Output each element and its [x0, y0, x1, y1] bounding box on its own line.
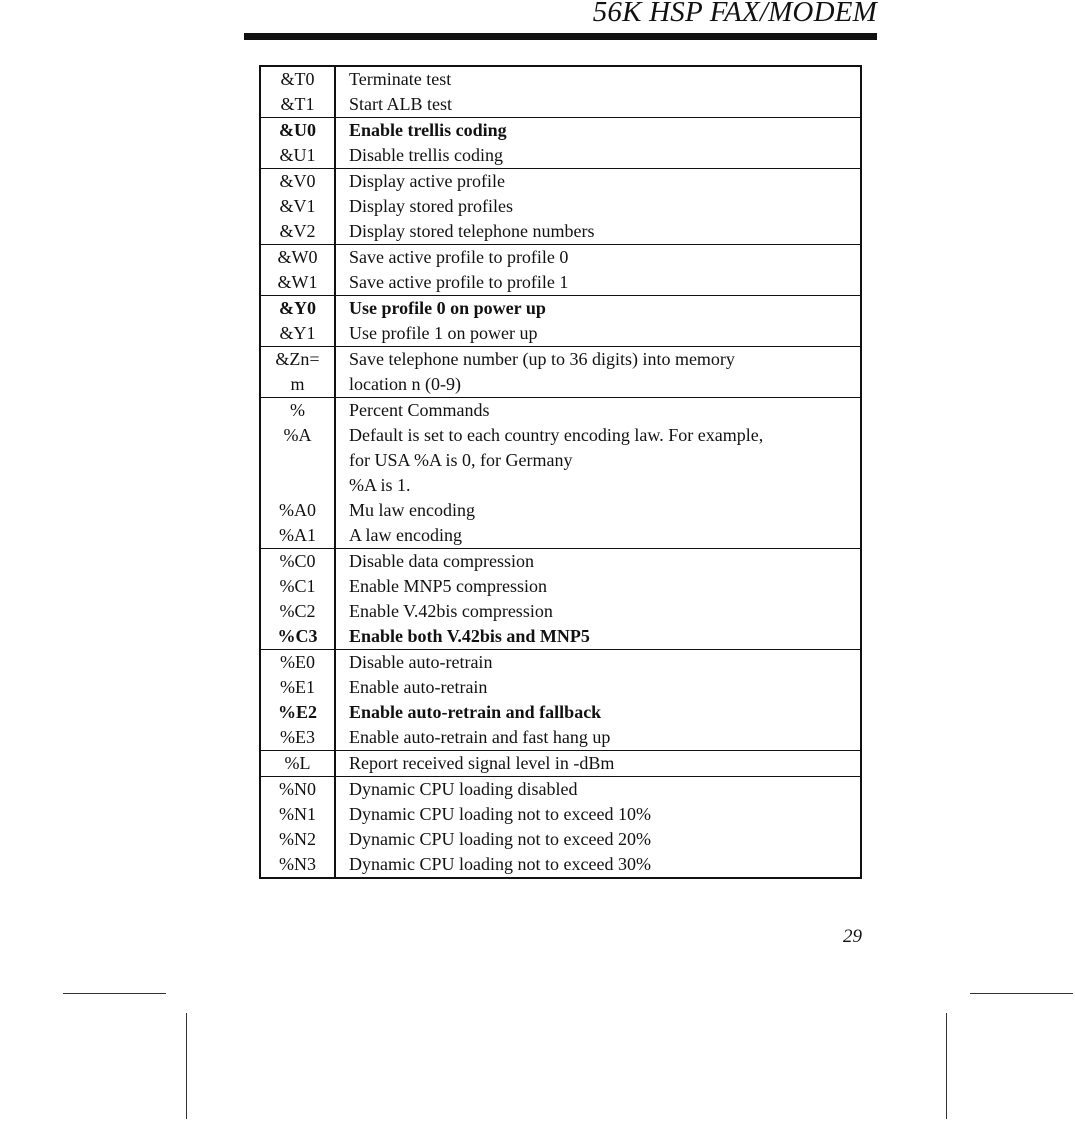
command-description: Use profile 0 on power up — [335, 296, 861, 322]
command-description: Enable auto-retrain — [349, 677, 488, 697]
command-table-body — [260, 66, 861, 878]
command-code: %N2 — [260, 827, 335, 852]
table-row — [260, 523, 861, 549]
command-description: Percent Commands — [335, 398, 861, 424]
command-code: %A — [260, 423, 335, 448]
command-code: %N0 — [260, 777, 335, 803]
table-row — [260, 118, 861, 144]
table-row — [260, 143, 861, 169]
table-row — [260, 270, 861, 296]
table-row — [260, 448, 861, 473]
command-description: Save telephone number (up to 36 digits) into memory — [335, 347, 861, 373]
page-number: 29 — [843, 926, 862, 947]
command-description: Terminate test — [349, 69, 452, 89]
command-code: %L — [260, 751, 335, 777]
command-description: Enable auto-retrain and fallback — [349, 702, 602, 722]
table-row — [260, 296, 861, 322]
command-code: %N3 — [260, 852, 335, 878]
table-row — [260, 549, 861, 575]
command-description: Enable auto-retrain and fast hang up — [349, 727, 611, 747]
table-row — [260, 245, 861, 271]
table-row — [260, 852, 861, 878]
command-description: Enable V.42bis compression — [349, 601, 553, 621]
command-description: Display stored profiles — [349, 196, 513, 216]
command-description: Dynamic CPU loading not to exceed 10% — [349, 804, 651, 824]
command-description: Disable auto-retrain — [335, 650, 861, 676]
command-code: m — [260, 372, 335, 398]
command-code: % — [260, 398, 335, 424]
command-code: %A1 — [260, 523, 335, 549]
command-code: &V2 — [260, 219, 335, 245]
command-description: Enable MNP5 compression — [349, 576, 547, 596]
crop-mark-right-vertical — [946, 1013, 947, 1119]
table-row — [260, 650, 861, 676]
command-code: &W1 — [260, 270, 335, 296]
crop-mark-bottom-right — [970, 993, 1073, 994]
table-row — [260, 398, 861, 424]
table-row — [260, 624, 861, 650]
command-description: Dynamic CPU loading not to exceed 20% — [349, 829, 651, 849]
table-row — [260, 423, 861, 448]
command-description: Start ALB test — [349, 94, 452, 114]
command-code: %E3 — [260, 725, 335, 751]
command-code: %C0 — [260, 549, 335, 575]
table-row — [260, 66, 861, 92]
command-code: &U1 — [260, 143, 335, 169]
table-row — [260, 827, 861, 852]
command-description: Display stored telephone numbers — [349, 221, 595, 241]
command-code: &U0 — [260, 118, 335, 144]
command-description: Mu law encoding — [349, 500, 475, 520]
command-code: %E0 — [260, 650, 335, 676]
command-description: Disable data compression — [335, 549, 861, 575]
command-code: &Y1 — [260, 321, 335, 347]
command-code — [260, 448, 335, 473]
page-header-title: 56K HSP FAX/MODEM — [592, 0, 877, 28]
command-description: Disable trellis coding — [349, 145, 503, 165]
command-code: %A0 — [260, 498, 335, 523]
table-row — [260, 347, 861, 373]
command-code: &V0 — [260, 169, 335, 195]
command-code: %C1 — [260, 574, 335, 599]
command-code: &T1 — [260, 92, 335, 118]
command-code: %E1 — [260, 675, 335, 700]
table-row — [260, 574, 861, 599]
table-row — [260, 321, 861, 347]
command-code: &V1 — [260, 194, 335, 219]
table-row — [260, 169, 861, 195]
command-description: Dynamic CPU loading not to exceed 30% — [349, 854, 651, 874]
command-description: location n (0-9) — [349, 374, 461, 394]
command-description: for USA %A is 0, for Germany — [349, 450, 573, 470]
command-description: Save active profile to profile 1 — [349, 272, 569, 292]
table-row — [260, 751, 861, 777]
table-row — [260, 725, 861, 751]
table-row — [260, 777, 861, 803]
table-row — [260, 675, 861, 700]
command-description: A law encoding — [349, 525, 462, 545]
command-code: &T0 — [260, 66, 335, 92]
command-description: %A is 1. — [349, 475, 411, 495]
command-code: %C3 — [260, 624, 335, 650]
command-code: &Zn= — [260, 347, 335, 373]
command-description: Dynamic CPU loading disabled — [335, 777, 861, 803]
table-row — [260, 372, 861, 398]
command-description: Default is set to each country encoding law. For example, — [349, 425, 764, 445]
header-rule — [244, 33, 877, 40]
at-command-table — [259, 65, 862, 879]
table-row — [260, 498, 861, 523]
table-row — [260, 802, 861, 827]
command-code: %C2 — [260, 599, 335, 624]
command-description: Save active profile to profile 0 — [335, 245, 861, 271]
table-row — [260, 473, 861, 498]
table-row — [260, 700, 861, 725]
command-code: &Y0 — [260, 296, 335, 322]
table-row — [260, 92, 861, 118]
command-code: %E2 — [260, 700, 335, 725]
command-description: Enable both V.42bis and MNP5 — [349, 626, 590, 646]
table-row — [260, 219, 861, 245]
crop-mark-bottom-left — [63, 993, 166, 994]
command-description: Report received signal level in -dBm — [335, 751, 861, 777]
table-row — [260, 194, 861, 219]
command-description: Use profile 1 on power up — [349, 323, 538, 343]
crop-mark-left-vertical — [186, 1013, 187, 1119]
command-code: &W0 — [260, 245, 335, 271]
command-code — [260, 473, 335, 498]
command-description: Enable trellis coding — [335, 118, 861, 144]
command-code: %N1 — [260, 802, 335, 827]
table-row — [260, 599, 861, 624]
command-description: Display active profile — [335, 169, 861, 195]
